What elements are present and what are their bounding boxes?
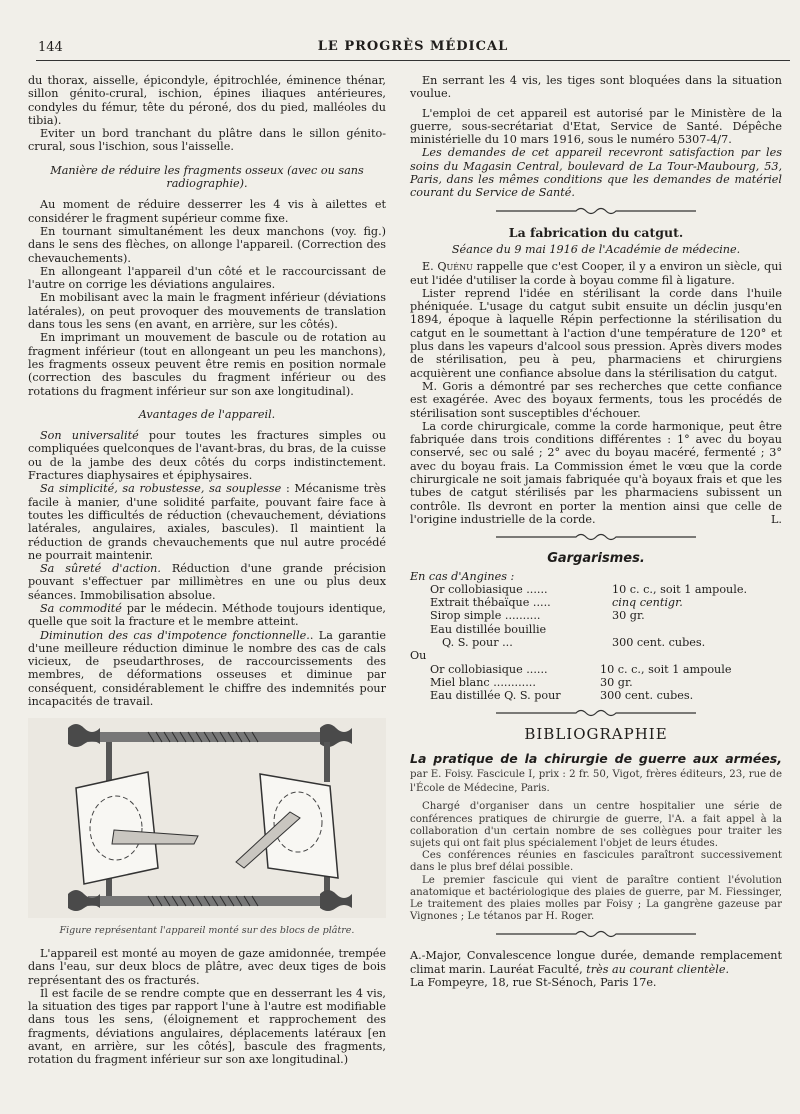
paragraph: Chargé d'organiser dans un centre hospitalier une série de conférences pratiques de chirurgie de guerre, l'A. a fait appel à la collaboration d'un certain nombre de ses collègues pour traiter les sujets qui ont fait plus spécialement l'objet de leurs études. bbox=[410, 801, 782, 849]
threaded-rod-bottom bbox=[88, 896, 328, 906]
section-title-bibliographie: BIBLIOGRAPHIE bbox=[524, 725, 668, 744]
section-title-catgut: La fabrication du catgut. bbox=[508, 224, 684, 240]
paragraph: En tournant simultanément les deux manchons (voy. fig.) dans le sens des flèches, on allonge l'appareil. (Correction des chevauchements). bbox=[28, 224, 386, 265]
paragraph bbox=[28, 562, 386, 602]
paragraph: Lister reprend l'idée en stérilisant la corde dans l'huile phéniquée. L'usage du catgut subit ensuite un déclin jusqu'en 1894, époque à laquelle Répin perfectionne la stérilisation du catgut en le soumettant à l'action d'une température de 120° et plus dans les vapeurs d'alcool sous pression. Après divers modes de stérilisation, peu à peu, pharmaciens et chirurgiens acquièrent une confiance absolue dans la stérilisation du catgut. bbox=[410, 286, 782, 380]
lead-phrase: Sa commodité bbox=[40, 601, 122, 615]
threaded-rod-top bbox=[88, 732, 328, 742]
ingredient-name: Or collobiasique ...... bbox=[430, 662, 548, 676]
paragraph-text: par le médecin. Méthode toujours identique, quelle que soit la fracture et le membre atteint. bbox=[28, 601, 386, 629]
ornament-icon bbox=[496, 532, 696, 542]
paragraph: Le premier fascicule qui vient de paraître contient l'évolution anatomique et bactériologique des plaies de guerre, par M. Fiessinger, Le traitement des plaies molles par Foisy ; La gangrène gazeuse par Vignones ; Le tétanos par H. Roger. bbox=[410, 874, 782, 923]
apparatus-figure bbox=[28, 718, 386, 921]
lead-phrase: Diminution des cas d'impotence fonctionnelle. bbox=[40, 628, 310, 642]
paragraph-text: rappelle que c'est Cooper, il y a environ un siècle, qui eut l'idée d'utiliser la corde à boyau comme fil à ligature. bbox=[410, 260, 782, 287]
classified-ad bbox=[410, 949, 782, 976]
ingredient-dose bbox=[612, 623, 782, 636]
paragraph: L'appareil est monté au moyen de gaze amidonnée, trempée dans l'eau, sur deux blocs de plâtre, avec deux tiges de bois représentant des os fracturés. bbox=[28, 946, 386, 987]
paragraph-text: . La garantie d'une meilleure réduction diminue le nombre des cas de cals vicieux, de pseudarthroses, de raccourcissements des membres, de déformations osseuses et diminue par conséquent, considérablement le chiffre des indemnités pour incapacités de travail. bbox=[28, 628, 386, 709]
paragraph-text: pour toutes les fractures simples ou compliquées quelconques de l'avant-bras, du bras, de la cuisse ou de la jambe des deux côtés du corps indistinctement. Fractures diaphysaires et épiphysaires. bbox=[28, 429, 386, 483]
paragraph: M. Goris a démontré par ses recherches que cette confiance est exagérée. Avec des boyaux ferments, tous les procédés de stérilisation sont susceptibles d'échouer. bbox=[410, 379, 782, 420]
prescription-intro: En cas d'Angines : bbox=[410, 569, 515, 583]
ornament-icon bbox=[496, 929, 696, 939]
prescription-row bbox=[410, 623, 782, 636]
figure-caption: Figure représentant l'appareil monté sur des blocs de plâtre. bbox=[59, 924, 355, 936]
ingredient-name: Extrait thébaïque ..... bbox=[430, 596, 551, 610]
ingredient-dose: 30 gr. bbox=[600, 675, 633, 689]
paragraph: En allongeant l'appareil d'un côté et le raccourcissant de l'autre on corrige les déviations angulaires. bbox=[28, 264, 386, 292]
prescription-row bbox=[410, 596, 782, 609]
right-column bbox=[410, 74, 782, 989]
signature: L. bbox=[771, 512, 782, 526]
page-header bbox=[36, 36, 790, 61]
ad-text: A.-Major, Convalescence longue durée, demande remplacement climat marin. Lauréat Faculté, bbox=[410, 949, 782, 976]
page-number: 144 bbox=[38, 40, 63, 55]
ingredient-name: Eau distillée Q. S. pour bbox=[430, 689, 561, 703]
ad-text: très au courant clientèle. bbox=[582, 962, 730, 976]
ingredient-name: Miel blanc ............ bbox=[430, 675, 536, 689]
paragraph: Ces conférences réunies en fascicules paraîtront successivement dans le plus bref délai possible. bbox=[410, 850, 782, 874]
book-entry bbox=[410, 752, 782, 796]
prescription-row bbox=[410, 663, 782, 676]
paragraph-text: : Mécanisme très facile à manier, d'une solidité parfaite, pouvant faire face à toutes les difficultés de réduction (chevauchement, déviations latérales, angulaires, axiales, bascules). Il maintient la réduction de grands chevauchements que nul autre procédé ne pourrait maintenir. bbox=[28, 482, 386, 562]
paragraph: Au moment de réduire desserrer les 4 vis à ailettes et considérer le fragment supérieur comme fixe. bbox=[28, 198, 386, 225]
paragraph bbox=[28, 429, 386, 482]
paragraph: Les demandes de cet appareil recevront satisfaction par les soins du Magasin Central, boulevard de La Tour-Maubourg, 53, Paris, dans les mêmes conditions que les demandes de matériel courant du Service de Santé. bbox=[410, 146, 782, 200]
ingredient-name: Or collobiasique ...... bbox=[430, 582, 548, 596]
prescription-row bbox=[410, 676, 782, 689]
ingredient-dose: 10 c. c., soit 1 ampoule bbox=[600, 662, 732, 676]
paragraph-text: Réduction d'une grande précision pouvant s'effectuer par millimètres en une ou plus deux séances. Immobilisation absolue. bbox=[28, 562, 386, 602]
classified-ad-address: La Fompeyre, 18, rue St-Sénoch, Paris 17e. bbox=[410, 976, 657, 989]
paragraph-text: La corde chirurgicale, comme la corde harmonique, peut être fabriquée dans trois conditions différentes : 1° avec du boyau conservé, sec ou salé ; 2° avec du boyau macéré, fermenté ; 3° avec du boyau frais. La Commission émet le vœu que la corde chirurgicale ne soit jamais fabriquée qu'à boyaux frais et que les tubes de catgut stérilisés par les pharmaciens subissent un contrôle. Ils devront en porter la mention ainsi que celle de l'origine industrielle de la corde. bbox=[410, 419, 782, 526]
ingredient-dose: cinq centigr. bbox=[612, 596, 683, 610]
ingredient-name: Sirop simple .......... bbox=[430, 609, 541, 623]
apparatus-illustration bbox=[28, 718, 386, 918]
book-reference: par E. Foisy. Fascicule I, prix : 2 fr. 50, Vigot, frères éditeurs, 23, rue de l'École de Médecine, Paris. bbox=[410, 768, 782, 795]
section-subtitle: Avantages de l'appareil. bbox=[138, 407, 276, 421]
prescription-row bbox=[410, 609, 782, 622]
prescription-table bbox=[410, 583, 782, 649]
ingredient-name: Eau distillée bouillie bbox=[430, 622, 547, 636]
paragraph bbox=[28, 629, 386, 709]
lead-phrase: Sa sûreté d'action. bbox=[40, 562, 161, 576]
paragraph: En serrant les 4 vis, les tiges sont bloquées dans la situation voulue. bbox=[410, 74, 782, 101]
section-separator bbox=[410, 929, 782, 939]
session-line: Séance du 9 mai 1916 de l'Académie de médecine. bbox=[451, 242, 741, 256]
plaster-block-right bbox=[260, 774, 338, 878]
paragraph: En imprimant un mouvement de bascule ou de rotation au fragment inférieur (tout en allongeant un peu les manchons), les fragments osseux peuvent être remis en position normale (correction des bascules du fragment inférieur ou des rotations du fragment inférieur sur son axe longitudinal). bbox=[28, 331, 386, 398]
paragraph: L'emploi de cet appareil est autorisé par le Ministère de la guerre, sous-secrétariat d'Etat, Service de Santé. Dépêche ministérielle du 10 mars 1916, sous le numéro 5307-4/7. bbox=[410, 106, 782, 147]
paragraph bbox=[28, 602, 386, 629]
prescription-table bbox=[410, 663, 782, 703]
prescription-row bbox=[410, 689, 782, 702]
paragraph: Eviter un bord tranchant du plâtre dans le sillon génito-crural, sous l'ischion, sous l'aisselle. bbox=[28, 127, 386, 154]
ingredient-dose: 10 c. c., soit 1 ampoule. bbox=[612, 582, 748, 596]
ornament-icon bbox=[496, 708, 696, 718]
ingredient-dose: 30 gr. bbox=[612, 609, 645, 623]
paragraph bbox=[28, 482, 386, 562]
journal-title: LE PROGRÈS MÉDICAL bbox=[317, 39, 509, 54]
section-title-gargarismes: Gargarismes. bbox=[547, 551, 645, 567]
author-name: E. Quénu bbox=[422, 260, 473, 274]
prescription-row bbox=[410, 583, 782, 596]
lead-phrase: Son universalité bbox=[40, 429, 139, 443]
ornament-icon bbox=[496, 206, 696, 216]
section-separator bbox=[410, 532, 782, 542]
paragraph bbox=[410, 260, 782, 287]
book-title: La pratique de la chirurgie de guerre aux armées, bbox=[410, 750, 782, 766]
paragraph: En mobilisant avec la main le fragment inférieur (déviations latérales), on peut provoquer des mouvements de translation dans tous les sens (en avant, en arrière, sur les côtés). bbox=[28, 291, 386, 332]
paragraph: Il est facile de se rendre compte que en desserrant les 4 vis, la situation des tiges par rapport l'une à l'autre est modifiable dans tous les sens, (éloignement et rapprochement des fragments, déviations angulaires, déplacements latéraux [en avant, en arrière, sur les côtés], bascule des fragments, rotation du fragment inférieur sur son axe longitudinal.) bbox=[28, 986, 386, 1067]
section-separator bbox=[410, 206, 782, 216]
ingredient-dose: 300 cent. cubes. bbox=[612, 635, 706, 649]
section-subtitle: Manière de réduire les fragments osseux (avec ou sans radiographie). bbox=[50, 163, 364, 191]
section-separator bbox=[410, 708, 782, 718]
paragraph bbox=[410, 420, 782, 526]
prescription-row bbox=[410, 636, 782, 649]
lead-phrase: Sa simplicité, sa robustesse, sa souplesse bbox=[40, 482, 282, 496]
prescription-or: Ou bbox=[410, 649, 427, 663]
plaster-block-left bbox=[76, 772, 158, 884]
paragraph: du thorax, aisselle, épicondyle, épitrochlée, éminence thénar, sillon génito-crural, ischion, épines iliaques antérieures, condyles du fémur, tête du péroné, dos du pied, malléoles du tibia). bbox=[28, 74, 386, 127]
ingredient-dose: 300 cent. cubes. bbox=[600, 689, 694, 703]
left-column bbox=[28, 74, 386, 1067]
ingredient-name: Q. S. pour ... bbox=[442, 635, 513, 649]
